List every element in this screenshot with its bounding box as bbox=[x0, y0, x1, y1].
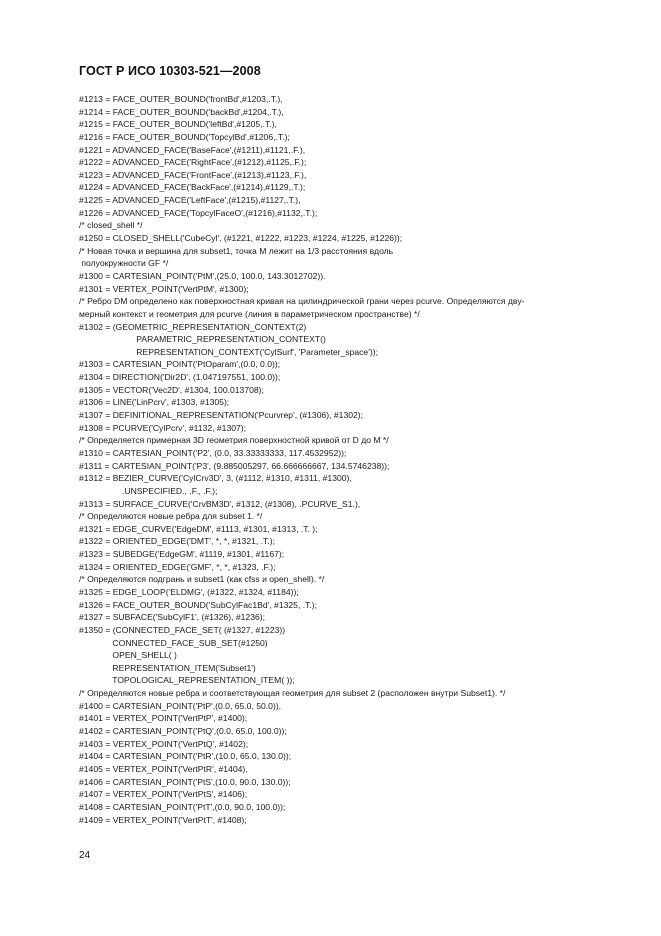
code-line: #1301 = VERTEX_POINT('VertPtM', #1300); bbox=[79, 283, 249, 294]
code-line: #1214 = FACE_OUTER_BOUND('backBd',#1204,.T.), bbox=[79, 106, 284, 117]
code-line: #1321 = EDGE_CURVE('EdgeDM', #1113, #1301, #1313, .T. ); bbox=[79, 523, 318, 534]
code-line: полуокружности GF */ bbox=[79, 258, 169, 269]
code-line: REPRESENTATION_CONTEXT('CylSurf', 'Parameter_space')); bbox=[79, 346, 378, 357]
code-line: /* Определяется примерная 3D геометрия поверхностной кривой от D до M */ bbox=[79, 435, 389, 446]
code-line: #1406 = CARTESIAN_POINT('PtS',(10.0, 90.0, 130.0)); bbox=[79, 776, 291, 787]
code-line: #1308 = PCURVE('CylPcrv', #1132, #1307); bbox=[79, 422, 247, 433]
code-line: /* Определяются новые ребра для subset 1. */ bbox=[79, 511, 263, 522]
code-line: #1408 = CARTESIAN_POINT('PtT',(0.0, 90.0, 100.0)); bbox=[79, 801, 286, 812]
code-line: /* Ребро DM определено как поверхностная кривая на цилиндрической грани через pcurve. Определяются дву- bbox=[79, 296, 525, 307]
code-line: #1307 = DEFINITIONAL_REPRESENTATION('Pcurvrep', (#1306), #1302); bbox=[79, 410, 364, 421]
code-line: #1215 = FACE_OUTER_BOUND('leftBd',#1205,.T.), bbox=[79, 119, 277, 130]
code-line: PARAMETRIC_REPRESENTATION_CONTEXT() bbox=[79, 334, 326, 345]
code-line: #1305 = VECTOR('Vec2D', #1304, 100.013708); bbox=[79, 384, 264, 395]
code-line: #1300 = CARTESIAN_POINT('PtM',(25.0, 100.0, 143.3012702)). bbox=[79, 270, 326, 281]
code-line: #1306 = LINE('LinPcrv', #1303, #1305); bbox=[79, 397, 230, 408]
code-line: #1326 = FACE_OUTER_BOUND('SubCylFac1Bd', #1325, .T.); bbox=[79, 599, 318, 610]
code-line: /* Новая точка и вершина для subset1, точка М лежит на 1/3 расстояния вдоль bbox=[79, 245, 394, 256]
code-line: TOPOLOGICAL_REPRESENTATION_ITEM( )); bbox=[79, 675, 295, 686]
code-line: #1302 = (GEOMETRIC_REPRESENTATION_CONTEXT(2) bbox=[79, 321, 307, 332]
code-line: #1401 = VERTEX_POINT('VertPtP', #1400); bbox=[79, 713, 248, 724]
code-line: мерный контекст и геометрия для pcurve (линия в параметрическом пространстве) */ bbox=[79, 308, 420, 319]
code-line: CONNECTED_FACE_SUB_SET(#1250) bbox=[79, 637, 268, 648]
document-standard-title: ГОСТ Р ИСО 10303-521—2008 bbox=[79, 64, 261, 78]
code-line: #1221 = ADVANCED_FACE('BaseFace',(#1211),#1121,.F.), bbox=[79, 144, 306, 155]
code-line: #1350 = (CONNECTED_FACE_SET( (#1327, #1223)) bbox=[79, 624, 286, 635]
code-line: #1327 = SUBFACE('SubCylF1', (#1326), #1236); bbox=[79, 612, 265, 623]
code-line: #1303 = CARTESIAN_POINT('PtOparam',(0.0, 0.0)); bbox=[79, 359, 281, 370]
code-line: /* Определяются новые ребра и соответствующая геометрия для subset 2 (расположен внутри Subset1). */ bbox=[79, 688, 506, 699]
page-number: 24 bbox=[79, 850, 91, 861]
code-line: #1223 = ADVANCED_FACE('FrontFace',(#1213),#1123,.F.), bbox=[79, 169, 307, 180]
code-line: #1311 = CARTESIAN_POINT('P3', (9.885005297, 66.666666667, 134.5746238)); bbox=[79, 460, 390, 471]
code-line: #1325 = EDGE_LOOP('ELDMG', (#1322, #1324, #1184)); bbox=[79, 586, 299, 597]
code-line: #1224 = ADVANCED_FACE('BackFace',(#1214),#1129,.T.); bbox=[79, 182, 306, 193]
code-line: #1225 = ADVANCED_FACE('LeftFace',(#1215),#1127,.T.), bbox=[79, 195, 301, 206]
code-line: #1403 = VERTEX_POINT('VertPtQ', #1402); bbox=[79, 738, 249, 749]
code-line: #1402 = CARTESIAN_POINT('PtQ',(0.0, 65.0, 100.0)); bbox=[79, 726, 287, 737]
code-line: #1323 = SUBEDGE('EdgeGM', #1119, #1301, #1167); bbox=[79, 549, 285, 560]
code-listing bbox=[79, 93, 599, 826]
code-line: #1250 = CLOSED_SHELL('CubeCyl', (#1221, #1222, #1223, #1224, #1225, #1226)); bbox=[79, 233, 403, 244]
code-line: #1312 = BEZIER_CURVE('CylCrv3D', 3, (#1112, #1310, #1311, #1300), bbox=[79, 473, 352, 484]
code-line: OPEN_SHELL( ) bbox=[79, 650, 177, 661]
code-line: /* closed_shell */ bbox=[79, 220, 143, 231]
code-line: #1400 = CARTESIAN_POINT('PtP',(0.0, 65.0, 50.0)), bbox=[79, 700, 282, 711]
code-line: #1313 = SURFACE_CURVE('CrvBM3D', #1312, (#1308), .PCURVE_S1.), bbox=[79, 498, 361, 509]
code-line: .UNSPECIFIED., .F., .F.); bbox=[79, 485, 218, 496]
code-line: #1226 = ADVANCED_FACE('TopcylFaceO',(#1216),#1132,.T.); bbox=[79, 207, 318, 218]
code-line: #1216 = FACE_OUTER_BOUND('TopcylBd',#1206,.T.); bbox=[79, 131, 290, 142]
code-line: #1324 = ORIENTED_EDGE('GMF', *, *, #1323, .F.); bbox=[79, 561, 276, 572]
code-line: #1310 = CARTESIAN_POINT('P2', (0.0, 33.33333333, 117.4532952)); bbox=[79, 447, 347, 458]
code-line: REPRESENTATION_ITEM('Subset1') bbox=[79, 662, 256, 673]
code-line: #1213 = FACE_OUTER_BOUND('frontBd',#1203,.T.), bbox=[79, 94, 283, 104]
code-line: #1322 = ORIENTED_EDGE('DMT', *, *, #1321, .T.); bbox=[79, 536, 275, 547]
code-line: /* Определяются подгрань и subset1 (как cfss и open_shell). */ bbox=[79, 574, 325, 585]
code-line: #1304 = DIRECTION('Dir2D', (1.047197551, 100.0)); bbox=[79, 372, 281, 383]
code-line: #1404 = CARTESIAN_POINT('PtR',(10.0, 65.0, 130.0)); bbox=[79, 751, 292, 762]
code-line: #1222 = ADVANCED_FACE('RightFace',(#1212),#1125,.F.); bbox=[79, 157, 307, 168]
code-line: #1405 = VERTEX_POINT('VertPtR', #1404), bbox=[79, 763, 248, 774]
code-line: #1407 = VERTEX_POINT('VertPtS', #1406); bbox=[79, 789, 248, 800]
code-line: #1409 = VERTEX_POINT('VertPtT', #1408); bbox=[79, 814, 247, 825]
